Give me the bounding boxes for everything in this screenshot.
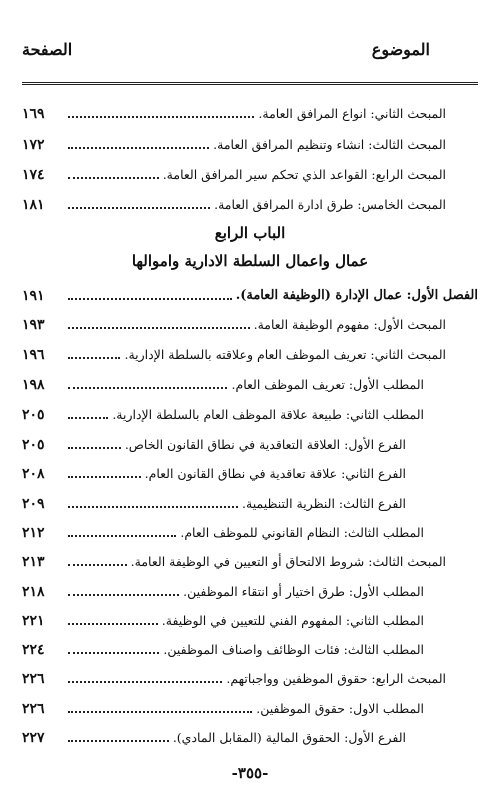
toc-entry (22, 517, 478, 541)
dot-leader (68, 535, 176, 537)
toc-entry-title: المبحث الثاني: تعريف الموظف العام وعلاقته بالسلطة الإدارية. (124, 347, 446, 362)
dot-leader (68, 116, 254, 118)
toc-entry (22, 458, 478, 482)
toc-entry-title: المطلب الثالث: فئات الوظائف واصناف الموظفين. (163, 642, 424, 657)
dot-leader (68, 177, 159, 179)
toc-entry-page: ٢٠٥ (22, 407, 45, 423)
section-subheading: عمال واعمال السلطة الادارية واموالها (131, 252, 369, 270)
toc-entry-title: المبحث الخامس: طرق ادارة المرافق العامة. (214, 197, 446, 212)
toc-entry-title: الفرع الثاني: علاقة تعاقدية في نطاق القانون العام. (144, 466, 406, 481)
toc-entry-title: المبحث الثالث: انشاء وتنظيم المرافق العامة. (213, 137, 446, 152)
page-number: -٣٥٥- (231, 764, 269, 782)
toc-entry-title: المبحث الرابع: حقوق الموظفين وواجباتهم. (226, 671, 446, 686)
toc-entry-title: المطلب الثاني: طبيعة علاقة الموظف العام بالسلطة الإدارية. (112, 407, 424, 422)
toc-entry (22, 693, 478, 717)
toc-entry (22, 576, 478, 600)
toc-entry-title: الفصل الأول: عمال الإدارة (الوظيفة العامة). (235, 288, 478, 303)
dot-leader (68, 740, 169, 742)
toc-entry-page: ٢١٢ (22, 525, 45, 541)
toc-entry-page: ٢٢٦ (22, 701, 45, 717)
toc-entry-page: ١٩١ (22, 288, 45, 304)
dot-leader (68, 476, 141, 478)
dot-leader (68, 681, 222, 683)
toc-entry (22, 129, 478, 153)
toc-entry (22, 309, 478, 333)
toc-entry (22, 98, 478, 122)
toc-entry-page: ١٧٢ (22, 137, 45, 153)
toc-entry-page: ٢١٣ (22, 554, 45, 570)
toc-entry (22, 429, 478, 453)
topic-column-header: الموضوع (371, 40, 430, 59)
toc-entry (22, 369, 478, 393)
dot-leader (68, 327, 250, 329)
toc-entry-title: المطلب الأول: طرق اختيار أو انتقاء الموظفين. (183, 584, 424, 599)
toc-entry-title: المطلب الثاني: المفهوم الفني للتعيين في الوظيفة. (161, 613, 424, 628)
toc-entry (22, 189, 478, 213)
toc-entry-title: الفرع الثالث: النظرية التنظيمية. (242, 496, 406, 511)
toc-entry-title: المطلب الأول: تعريف الموظف العام. (231, 377, 424, 392)
toc-entry-page: ٢٢١ (22, 613, 45, 629)
dot-leader (68, 207, 210, 209)
toc-entry-title: المبحث الأول: مفهوم الوظيفة العامة. (253, 317, 446, 332)
dot-leader (68, 594, 179, 596)
toc-entry (22, 280, 478, 304)
toc-entry-page: ٢٠٥ (22, 437, 45, 453)
toc-entry (22, 634, 478, 658)
section-heading: الباب الرابع (214, 224, 286, 242)
toc-entry-title: المطلب الاول: حقوق الموظفين. (256, 701, 424, 716)
toc-entry (22, 399, 478, 423)
toc-entry-title: المطلب الثالث: النظام القانوني للموظف العام. (180, 525, 424, 540)
dot-leader (68, 298, 232, 300)
dot-leader (68, 447, 121, 449)
dot-leader (68, 652, 159, 654)
toc-entry-title: المبحث الرابع: القواعد الذي تحكم سير المرافق العامة. (162, 167, 446, 182)
toc-entry-page: ٢٠٩ (22, 496, 45, 512)
toc-entry-page: ١٧٤ (22, 167, 45, 183)
dot-leader (68, 147, 209, 149)
dot-leader (68, 417, 108, 419)
toc-entry-title: المبحث الثاني: انواع المرافق العامة. (258, 106, 446, 121)
toc-entry-title: المبحث الثالث: شروط الالتحاق أو التعيين في الوظيفة العامة. (130, 554, 446, 569)
toc-entry-page: ١٦٩ (22, 106, 45, 122)
toc-entry (22, 663, 478, 687)
toc-entry-page: ١٨١ (22, 197, 45, 213)
toc-entry (22, 546, 478, 570)
dot-leader (68, 357, 120, 359)
toc-entry (22, 722, 478, 746)
toc-entry-page: ٢١٨ (22, 584, 45, 600)
toc-entry-title: الفرع الأول: العلاقة التعاقدية في نطاق القانون الخاص. (124, 437, 406, 452)
toc-entry-page: ١٩٨ (22, 377, 45, 393)
toc-entry-page: ٢٢٧ (22, 730, 45, 746)
toc-entry-page: ٢٠٨ (22, 466, 45, 482)
dot-leader (68, 506, 238, 508)
toc-entry (22, 605, 478, 629)
dot-leader (68, 564, 127, 566)
toc-entry-page: ١٩٣ (22, 317, 45, 333)
toc-entry-page: ٢٢٤ (22, 642, 45, 658)
toc-entry (22, 488, 478, 512)
toc-entry (22, 339, 478, 363)
toc-entry-page: ٢٢٦ (22, 671, 45, 687)
dot-leader (68, 387, 227, 389)
page-column-header: الصفحة (22, 40, 73, 59)
toc-entry-title: الفرع الأول: الحقوق المالية (المقابل المادي). (172, 730, 406, 745)
header-divider (22, 82, 478, 85)
dot-leader (68, 711, 252, 713)
dot-leader (68, 623, 158, 625)
toc-entry (22, 159, 478, 183)
toc-entry-page: ١٩٦ (22, 347, 45, 363)
